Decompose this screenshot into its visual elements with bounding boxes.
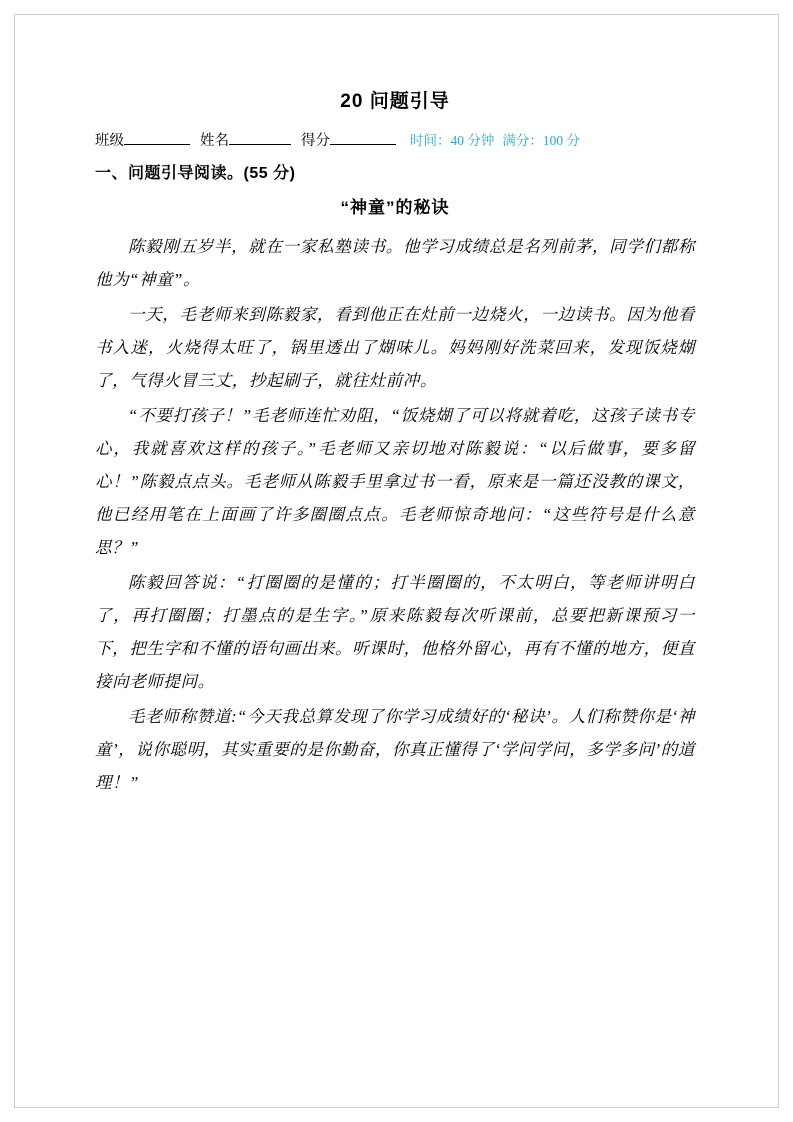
class-blank[interactable] (124, 130, 190, 145)
document-content (95, 86, 695, 801)
time-limit: 时间：40 分钟 (410, 133, 495, 148)
name-field (200, 129, 291, 150)
section-heading: 一、问题引导阅读。(55 分) (95, 165, 296, 182)
exam-meta (410, 129, 580, 149)
passage-title: “神童”的秘诀 (340, 198, 450, 217)
score-field (301, 129, 396, 150)
score-label: 得分 (301, 133, 330, 149)
passage-paragraph: 毛老师称赞道:“今天我总算发现了你学习成绩好的‘秘诀’。人们称赞你是‘神童’，说你聪明，其实重要的是你勤奋，你真正懂得了‘学问学问，多学多问’的道理！” (95, 707, 695, 792)
passage-paragraph: “不要打孩子！”毛老师连忙劝阻，“饭烧煳了可以将就着吃，这孩子读书专心，我就喜欢这样的孩子。”毛老师又亲切地对陈毅说：“以后做事，要多留心！”陈毅点点头。毛老师从陈毅手里拿过书一看，原来是一篇还没教的课文，他已经用笔在上面画了许多圈圈点点。毛老师惊奇地问：“这些符号是什么意思？” (95, 406, 695, 557)
score-blank[interactable] (330, 130, 396, 145)
full-marks: 满分：100 分 (502, 133, 580, 148)
name-blank[interactable] (229, 130, 291, 145)
passage-paragraph: 陈毅刚五岁半，就在一家私塾读书。他学习成绩总是名列前茅，同学们都称他为“神童”。 (95, 237, 695, 289)
name-label: 姓名 (200, 133, 229, 149)
passage-paragraph: 陈毅回答说：“打圈圈的是懂的；打半圈圈的，不太明白，等老师讲明白了，再打圈圈；打墨点的是生字。”原来陈毅每次听课前，总要把新课预习一下，把生字和不懂的语句画出来。听课时，他格外留心，再有不懂的地方，便直接向老师提问。 (95, 573, 695, 691)
class-field (95, 129, 190, 150)
passage-paragraph: 一天，毛老师来到陈毅家，看到他正在灶前一边烧火，一边读书。因为他看书入迷，火烧得太旺了，锅里透出了煳味儿。妈妈刚好洗菜回来，发现饭烧煳了，气得火冒三丈，抄起刷子，就往灶前冲。 (95, 305, 695, 390)
page-title: 20 问题引导 (340, 91, 450, 112)
student-info-row (95, 129, 695, 150)
class-label: 班级 (95, 133, 124, 149)
